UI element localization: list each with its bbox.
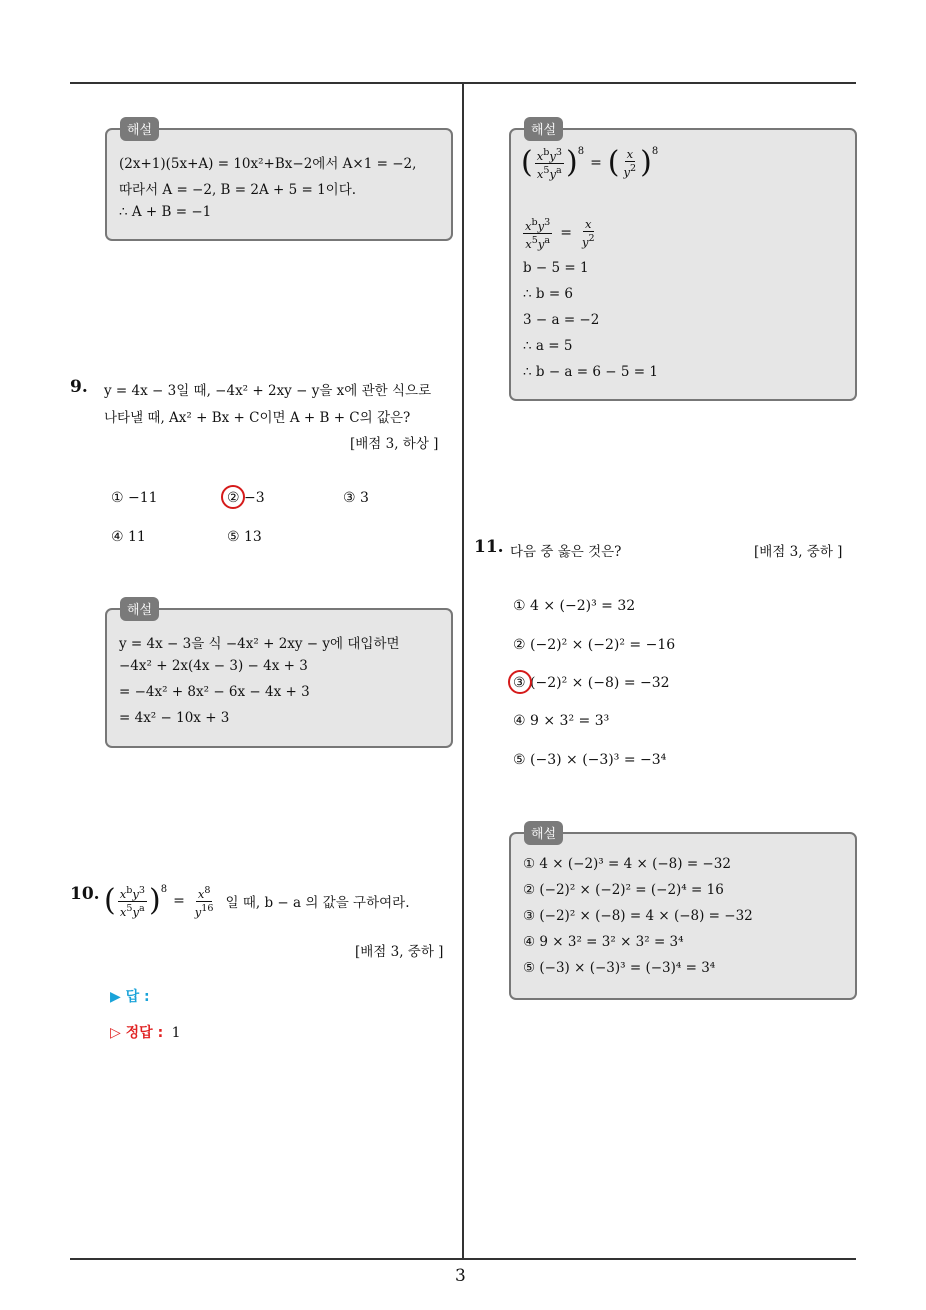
q11-score: [배점 3, 중하 ] [754, 544, 843, 560]
q10-solution-line-1: b − 5 = 1 [523, 260, 589, 276]
q9-number: 9. [70, 377, 88, 397]
q9-solution-tag: 해설 [120, 597, 159, 621]
q10-solution-line-3: 3 − a = −2 [523, 312, 600, 328]
q10-expression: ( $\frac{x^by^3}{x^5y^a}$ ) 8 = $\frac{x^8}{y^{16}}$ 일 때, b − a 의 값을 구하여라. [104, 883, 410, 919]
q10-score: [배점 3, 중하 ] [355, 944, 444, 960]
q8-solution-tag: 해설 [120, 117, 159, 141]
q9-solution-line-1: y = 4x − 3을 식 −4x² + 2xy − y에 대입하면 [119, 636, 400, 652]
q11-solution-tag: 해설 [524, 821, 563, 845]
q11-solution-line-3: ③ (−2)² × (−8) = 4 × (−8) = −32 [523, 908, 753, 924]
q9-choice-3[interactable]: ③ 3 [343, 490, 369, 506]
q11-number: 11. [474, 537, 504, 557]
q9-solution-line-3: = −4x² + 8x² − 6x − 4x + 3 [119, 684, 310, 700]
q8-solution-line-3: ∴ A + B = −1 [119, 204, 212, 220]
bottom-rule [70, 1258, 856, 1260]
q11-prompt: 다음 중 옳은 것은? [510, 544, 622, 560]
q10-correct-row [110, 1022, 181, 1042]
page-number: 3 [455, 1266, 466, 1286]
q9-solution-line-4: = 4x² − 10x + 3 [119, 710, 230, 726]
column-divider [462, 83, 464, 1259]
q9-choice-4[interactable]: ④ 11 [111, 529, 146, 545]
q11-choice-3[interactable]: ③ (−2)² × (−8) = −32 [513, 675, 670, 691]
q10-solution-line-2: ∴ b = 6 [523, 286, 574, 302]
q9-answer-mark [221, 485, 245, 509]
q11-solution-box [509, 832, 857, 1000]
q9-question-line-2: 나타낼 때, Ax² + Bx + C이면 A + B + C의 값은? [104, 410, 411, 426]
q10-question-text: 일 때, b − a 의 값을 구하여라. [225, 895, 410, 912]
q8-solution-line-1: (2x+1)(5x+A) = 10x²+Bx−2에서 A×1 = −2, [119, 156, 417, 172]
q8-solution-line-2: 따라서 A = −2, B = 2A + 5 = 1이다. [119, 182, 357, 198]
q11-solution-line-1: ① 4 × (−2)³ = 4 × (−8) = −32 [523, 856, 731, 872]
q10-answer-label[interactable]: ▶ 답 : [110, 989, 150, 1005]
q10-correct-label: ▷ 정답 : [110, 1025, 164, 1041]
q9-choice-2[interactable]: ② −3 [227, 490, 265, 506]
q8-solution-box [105, 128, 453, 241]
q11-solution-line-4: ④ 9 × 3² = 3² × 3² = 3⁴ [523, 934, 684, 950]
q10-solution-line-4: ∴ a = 5 [523, 338, 573, 354]
q11-choice-2[interactable]: ② (−2)² × (−2)² = −16 [513, 637, 676, 653]
q11-choice-5[interactable]: ⑤ (−3) × (−3)³ = −3⁴ [513, 752, 667, 768]
q10-solution-equation-2: $\frac{x^by^3}{x^5y^a}$ = $\frac{x}{y^2}$ [525, 216, 595, 251]
q10-solution-tag: 해설 [524, 117, 563, 141]
q10-solution-box [509, 128, 857, 401]
q10-correct-value: 1 [171, 1025, 181, 1041]
q9-question-line-1: y = 4x − 3일 때, −4x² + 2xy − y을 x에 관한 식으로 [104, 383, 432, 399]
q9-solution-box [105, 608, 453, 748]
q11-choice-1[interactable]: ① 4 × (−2)³ = 32 [513, 598, 636, 614]
q11-solution-line-5: ⑤ (−3) × (−3)³ = (−3)⁴ = 3⁴ [523, 960, 716, 976]
q11-answer-mark [508, 670, 532, 694]
q11-choice-4[interactable]: ④ 9 × 3² = 3³ [513, 713, 610, 729]
q9-score: [배점 3, 하상 ] [350, 436, 439, 452]
q9-solution-line-2: −4x² + 2x(4x − 3) − 4x + 3 [119, 658, 308, 674]
q10-solution-line-5: ∴ b − a = 6 − 5 = 1 [523, 364, 658, 380]
q10-number: 10. [70, 884, 100, 904]
q11-solution-line-2: ② (−2)² × (−2)² = (−2)⁴ = 16 [523, 882, 724, 898]
q10-solution-equation-1: ( $\frac{x^by^3}{x^5y^a}$ ) 8 = ( $\frac{x}{y^2}$ ) 8 [521, 145, 659, 181]
q9-choice-5[interactable]: ⑤ 13 [227, 529, 262, 545]
q9-choice-1[interactable]: ① −11 [111, 490, 158, 506]
